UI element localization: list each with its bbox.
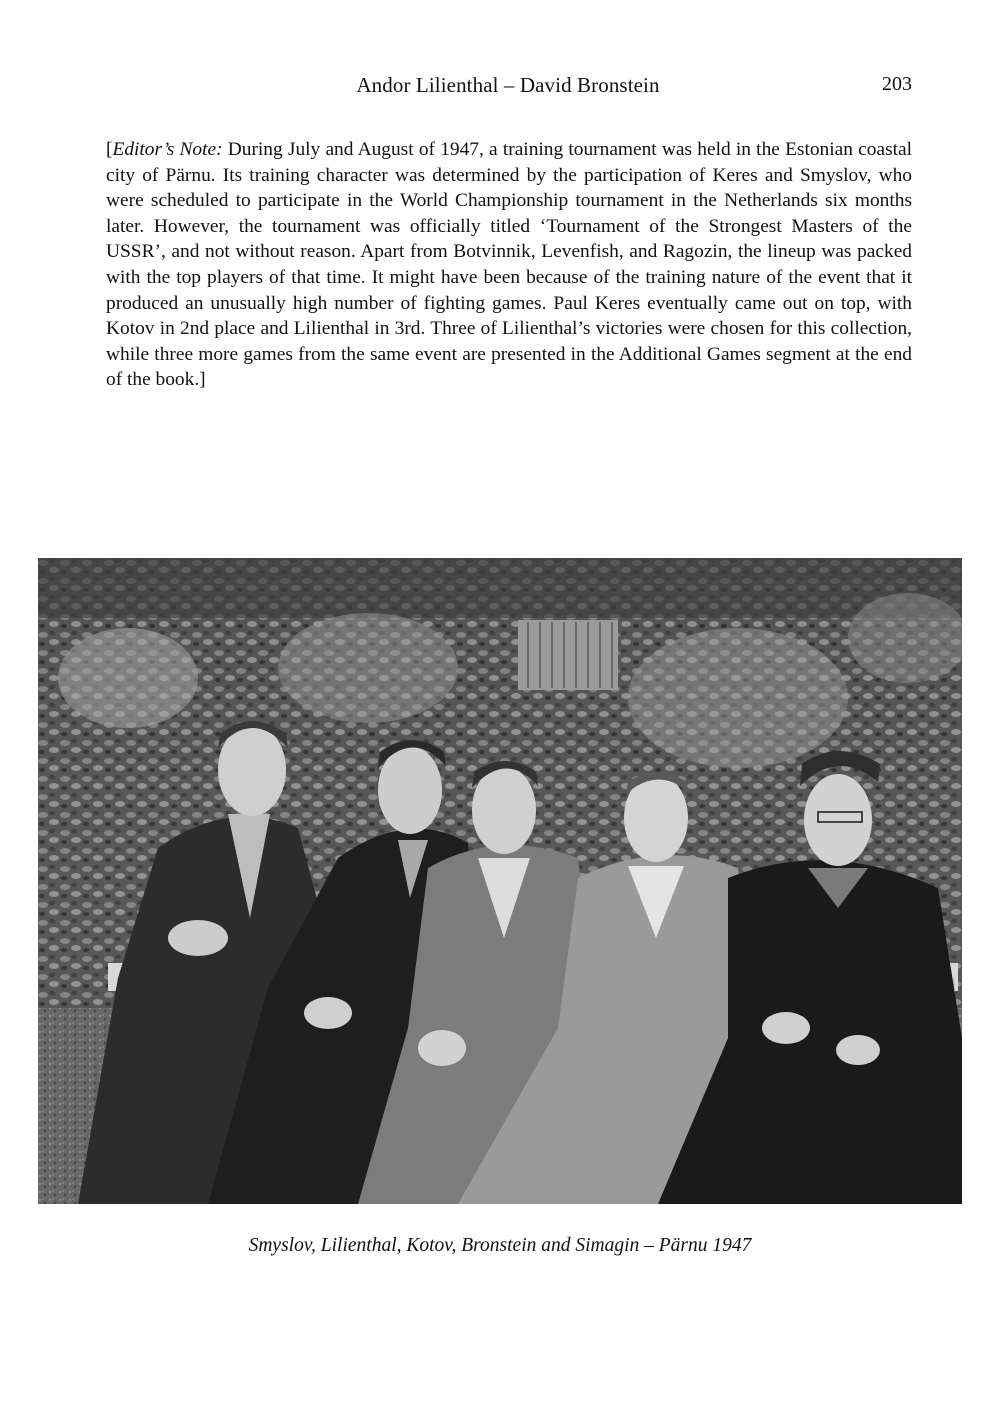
editor-note-open-bracket: [ <box>106 139 113 160</box>
editor-note-paragraph <box>106 137 912 393</box>
page-number: 203 <box>882 73 912 95</box>
running-title: Andor Lilienthal – David Bronstein <box>356 73 660 97</box>
editor-note-label: Editor’s Note: <box>112 139 223 160</box>
running-header <box>0 70 1000 100</box>
editor-note-body: During July and August of 1947, a training tournament was held in the Estonian coastal city of Pärnu. Its training character was determined by the participation of Keres and Smyslov, who were scheduled to participate in the World Championship tournament in the Netherlands six months later. However, the tournament was officially titled ‘Tournament of the Strongest Masters of the USSR’, and not without reason. Apart from Botvinnik, Levenfish, and Ragozin, the lineup was packed with the top players of that time. It might have been because of the training nature of the event that it produced an unusually high number of fighting games. Paul Keres eventually came out on top, with Kotov in 2nd place and Lilienthal in 3rd. Three of Lilienthal’s victories were chosen for this collection, while three more games from the same event are presented in the Additional Games segment at the end of the book.] <box>106 139 912 391</box>
group-photograph <box>38 558 962 1204</box>
photo-caption: Smyslov, Lilienthal, Kotov, Bronstein and Simagin – Pärnu 1947 <box>248 1235 752 1256</box>
photograph-illustration <box>38 558 962 1204</box>
